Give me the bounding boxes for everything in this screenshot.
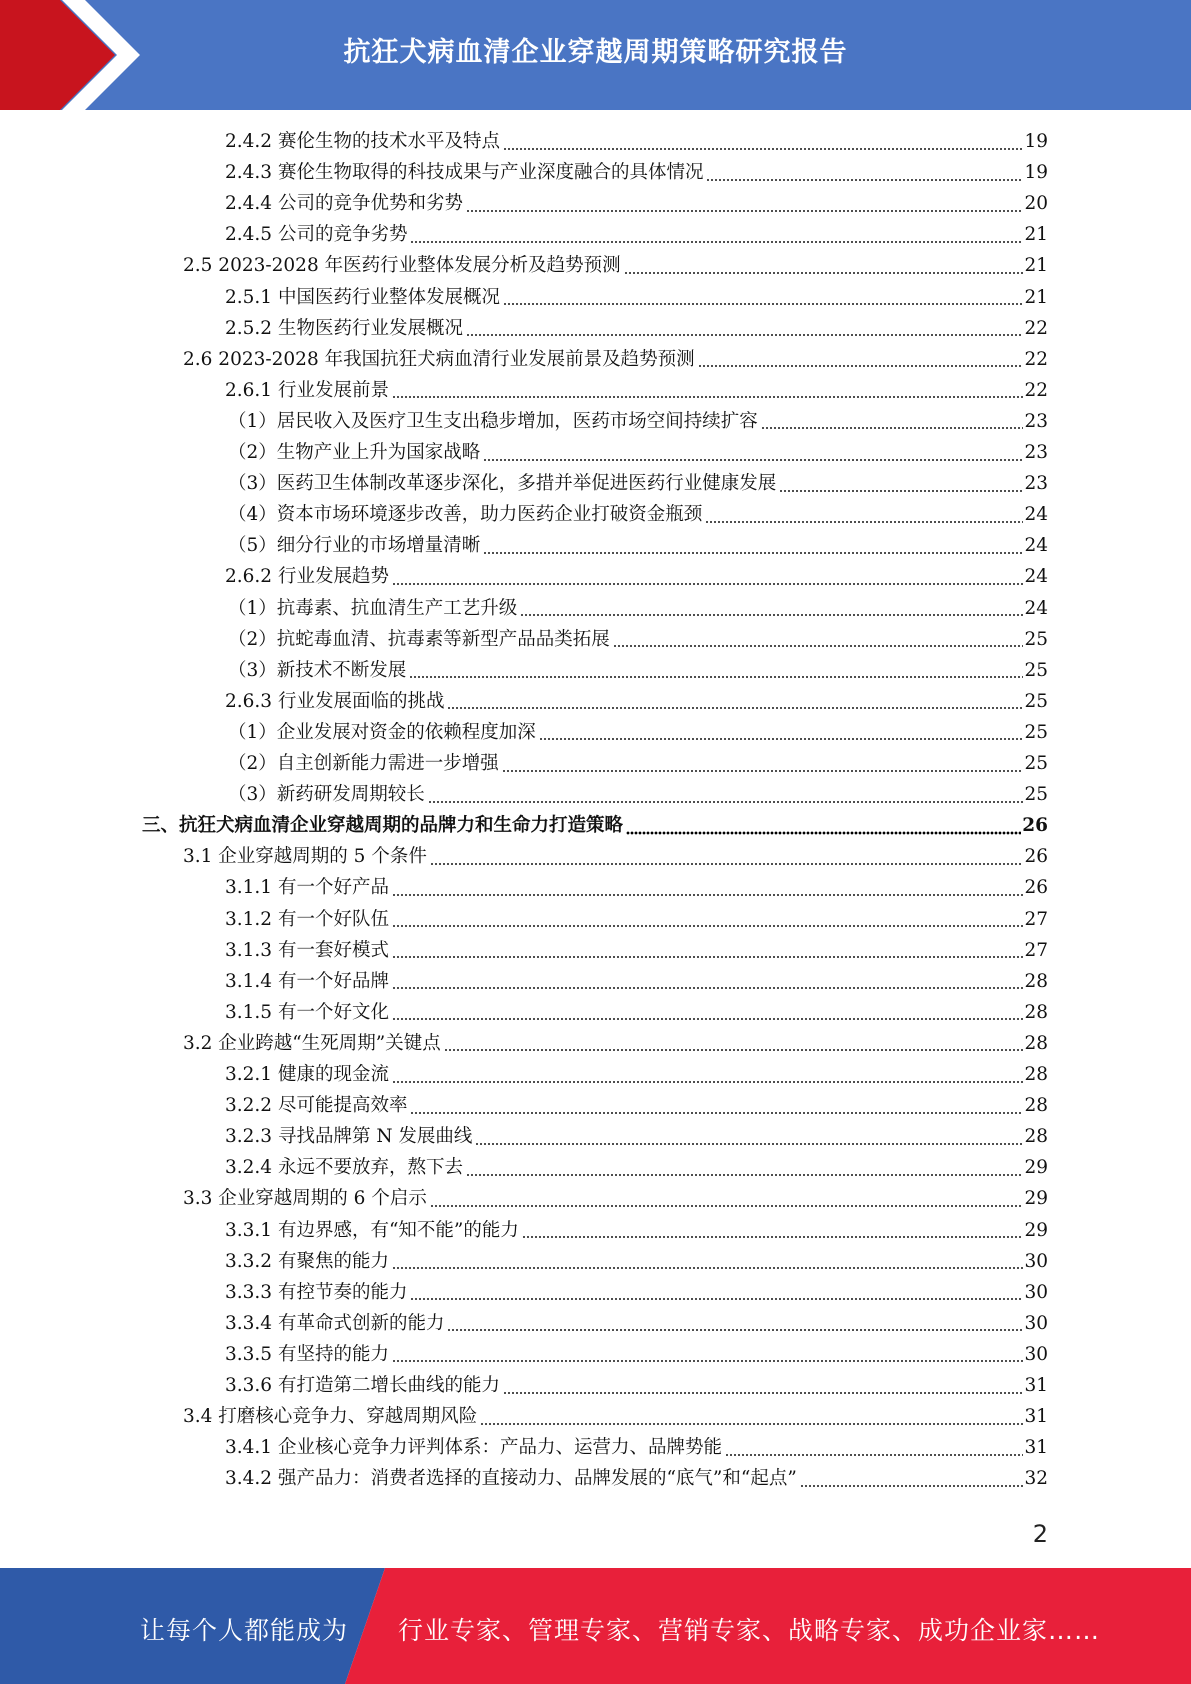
- toc-entry-title: （1）居民收入及医疗卫生支出稳步增加，医药市场空间持续扩容: [228, 410, 758, 432]
- toc-entry[interactable]: [228, 530, 1048, 561]
- toc-entry-title: 3.3.6 有打造第二增长曲线的能力: [225, 1375, 500, 1396]
- toc-leader-dots: [705, 519, 1023, 524]
- toc-entry-title: （2）自主创新能力需进一步增强: [228, 753, 499, 774]
- toc-entry-page: 23: [1024, 410, 1048, 432]
- toc-entry-title: 3.3 企业穿越周期的 6 个启示: [183, 1188, 427, 1210]
- toc-entry-title: 3.3.4 有革命式创新的能力: [225, 1312, 445, 1334]
- toc-entry[interactable]: [228, 406, 1048, 437]
- toc-entry-title: 3.1 企业穿越周期的 5 个条件: [183, 846, 427, 868]
- toc-entry-page: 26: [1024, 877, 1048, 899]
- toc-leader-dots: [444, 1048, 1024, 1053]
- toc-leader-dots: [392, 1266, 1023, 1271]
- toc-entry[interactable]: [228, 655, 1048, 686]
- toc-entry-page: 28: [1024, 1126, 1048, 1148]
- toc-entry[interactable]: [228, 499, 1048, 530]
- header-title: 抗狂犬病血清企业穿越周期策略研究报告: [343, 37, 848, 68]
- toc-entry[interactable]: [225, 1246, 1048, 1277]
- toc-entry[interactable]: [228, 437, 1048, 468]
- toc-entry[interactable]: [183, 1183, 1048, 1214]
- toc-entry-title: 2.6.1 行业发展前景: [225, 379, 389, 401]
- toc-entry[interactable]: [228, 717, 1048, 748]
- toc-entry-title: 2.4.4 公司的竞争优势和劣势: [225, 193, 463, 215]
- toc-leader-dots: [430, 861, 1024, 866]
- toc-entry[interactable]: [225, 157, 1048, 188]
- toc-entry[interactable]: [225, 126, 1048, 157]
- toc-entry-title: 2.6.2 行业发展趋势: [225, 566, 389, 588]
- toc-entry-page: 21: [1024, 224, 1048, 246]
- footer-slogan-right: 行业专家、管理专家、营销专家、战略专家、成功企业家……: [398, 1616, 1101, 1645]
- toc-entry-page: 25: [1024, 659, 1048, 681]
- toc-entry[interactable]: [228, 593, 1048, 624]
- toc-leader-dots: [761, 426, 1024, 431]
- toc-entry[interactable]: [225, 1277, 1048, 1308]
- toc-entry-page: 21: [1024, 255, 1048, 277]
- toc-entry-title: 3.1.3 有一套好模式: [225, 939, 389, 961]
- toc-leader-dots: [447, 1328, 1023, 1333]
- toc-entry-title: 2.5.1 中国医药行业整体发展概况: [225, 286, 500, 308]
- toc-entry-page: 30: [1024, 1343, 1048, 1365]
- toc-leader-dots: [503, 1390, 1023, 1395]
- toc-entry-title: 2.4.5 公司的竞争劣势: [225, 224, 408, 246]
- toc-entry-title: 3.4.2 强产品力：消费者选择的直接动力、品牌发展的“底气”和“起点”: [225, 1468, 797, 1490]
- toc-entry-page: 26: [1024, 846, 1048, 868]
- toc-leader-dots: [539, 737, 1024, 742]
- toc-entry-page: 22: [1024, 317, 1048, 339]
- toc-leader-dots: [392, 395, 1023, 400]
- toc-entry-page: 20: [1024, 193, 1048, 215]
- toc-entry-page: 30: [1024, 1250, 1048, 1272]
- toc-entry-title: 2.5.2 生物医药行业发展概况: [225, 317, 463, 339]
- toc-entry[interactable]: [183, 344, 1048, 375]
- toc-entry-page: 26: [1022, 815, 1048, 837]
- toc-entry-page: 24: [1024, 597, 1048, 619]
- toc-entry[interactable]: [225, 1215, 1048, 1246]
- toc-entry[interactable]: [225, 1339, 1048, 1370]
- toc-entry-page: 24: [1024, 535, 1048, 557]
- toc-entry-title: 2.4.3 赛伦生物取得的科技成果与产业深度融合的具体情况: [225, 162, 704, 184]
- toc-entry[interactable]: [225, 1090, 1048, 1121]
- toc-entry-page: 19: [1024, 162, 1048, 184]
- toc-entry-title: 3.2.1 健康的现金流: [225, 1064, 389, 1085]
- toc-entry-title: 2.6.3 行业发展面临的挑战: [225, 690, 445, 712]
- page-number: 2: [1032, 1520, 1048, 1548]
- toc-leader-dots: [613, 644, 1024, 649]
- toc-entry-page: 22: [1024, 348, 1048, 370]
- toc-entry[interactable]: [225, 1308, 1048, 1339]
- toc-entry-title: （3）新技术不断发展: [228, 659, 407, 681]
- toc-entry-page: 32: [1024, 1468, 1048, 1490]
- toc-entry-title: （3）医药卫生体制改革逐步深化，多措并举促进医药行业健康发展: [228, 473, 777, 495]
- toc-leader-dots: [392, 581, 1023, 586]
- toc-entry[interactable]: [225, 686, 1048, 717]
- toc-entry-page: 21: [1024, 286, 1048, 308]
- toc-entry[interactable]: [225, 904, 1048, 935]
- toc-entry-page: 28: [1024, 970, 1048, 992]
- toc-entry[interactable]: [183, 250, 1048, 281]
- toc-entry-page: 31: [1024, 1375, 1048, 1396]
- toc-entry-title: 3.4.1 企业核心竞争力评判体系：产品力、运营力、品牌势能: [225, 1437, 722, 1459]
- toc-entry-page: 25: [1024, 628, 1048, 650]
- toc-leader-dots: [447, 706, 1023, 711]
- toc-entry-page: 27: [1024, 908, 1048, 930]
- toc-entry-title: 3.1.1 有一个好产品: [225, 877, 389, 899]
- toc-entry-page: 28: [1024, 1001, 1048, 1023]
- toc-entry[interactable]: [225, 375, 1048, 406]
- toc-entry-title: （1）企业发展对资金的依赖程度加深: [228, 721, 536, 743]
- toc-entry-page: 25: [1024, 690, 1048, 712]
- toc-entry[interactable]: [183, 841, 1048, 872]
- toc-leader-dots: [430, 1203, 1024, 1208]
- toc-leader-dots: [392, 924, 1023, 929]
- toc-entry-title: 2.4.2 赛伦生物的技术水平及特点: [225, 131, 500, 152]
- toc-entry-page: 23: [1024, 442, 1048, 463]
- toc-entry-page: 31: [1024, 1437, 1048, 1459]
- toc-leader-dots: [392, 986, 1023, 991]
- toc-leader-dots: [706, 177, 1023, 182]
- toc-leader-dots: [779, 488, 1023, 493]
- toc-entry[interactable]: [228, 748, 1048, 779]
- toc-entry-title: 三、抗狂犬病血清企业穿越周期的品牌力和生命力打造策略: [142, 815, 624, 837]
- toc-entry[interactable]: [142, 810, 1048, 841]
- toc-leader-dots: [475, 1141, 1023, 1146]
- toc-entry-title: （3）新药研发周期较长: [228, 784, 425, 806]
- toc-entry-page: 25: [1024, 721, 1048, 743]
- toc-entry-page: 27: [1024, 939, 1048, 961]
- toc-leader-dots: [520, 613, 1023, 618]
- toc-entry-page: 30: [1024, 1281, 1048, 1303]
- toc-leader-dots: [410, 1110, 1023, 1115]
- toc-leader-dots: [624, 270, 1024, 275]
- toc-entry-title: 2.5 2023-2028 年医药行业整体发展分析及趋势预测: [183, 255, 621, 277]
- toc-entry[interactable]: [225, 966, 1048, 997]
- toc-entry-title: 3.2.2 尽可能提高效率: [225, 1095, 408, 1117]
- toc-entry[interactable]: [225, 997, 1048, 1028]
- toc-leader-dots: [483, 457, 1023, 462]
- toc-leader-dots: [410, 239, 1023, 244]
- toc-entry-page: 25: [1024, 784, 1048, 806]
- toc-entry[interactable]: [225, 1463, 1048, 1494]
- toc-leader-dots: [392, 955, 1023, 960]
- toc-leader-dots: [502, 768, 1024, 773]
- toc-entry-title: 3.1.4 有一个好品牌: [225, 970, 389, 992]
- toc-entry-page: 31: [1024, 1406, 1048, 1428]
- toc-leader-dots: [410, 1297, 1023, 1302]
- toc-entry-title: （2）抗蛇毒血清、抗毒素等新型产品品类拓展: [228, 628, 610, 650]
- toc-entry-title: 3.4 打磨核心竞争力、穿越周期风险: [183, 1406, 478, 1428]
- toc-entry[interactable]: [228, 468, 1048, 499]
- toc-entry[interactable]: [225, 872, 1048, 903]
- toc-entry[interactable]: [225, 313, 1048, 344]
- toc-entry-title: 3.3.5 有坚持的能力: [225, 1343, 389, 1365]
- toc-entry-title: 3.1.2 有一个好队伍: [225, 908, 389, 930]
- toc-leader-dots: [466, 333, 1023, 338]
- toc-entry-title: 3.2.3 寻找品牌第 N 发展曲线: [225, 1126, 473, 1148]
- toc-leader-dots: [392, 892, 1023, 897]
- toc-leader-dots: [428, 799, 1024, 804]
- toc-entry[interactable]: [183, 1401, 1048, 1432]
- toc-entry[interactable]: [225, 219, 1048, 250]
- toc-leader-dots: [409, 675, 1023, 680]
- toc-leader-dots: [466, 1172, 1023, 1177]
- toc-leader-dots: [392, 1359, 1023, 1364]
- toc-entry-page: 23: [1024, 473, 1048, 495]
- toc-entry[interactable]: [225, 188, 1048, 219]
- toc-entry[interactable]: [225, 561, 1048, 592]
- toc-leader-dots: [503, 302, 1023, 307]
- toc-entry-page: 30: [1024, 1312, 1048, 1334]
- toc-entry-page: 28: [1024, 1032, 1048, 1054]
- toc-leader-dots: [466, 208, 1023, 213]
- toc-leader-dots: [522, 1235, 1024, 1240]
- toc-entry-title: 2.6 2023-2028 年我国抗狂犬病血清行业发展前景及趋势预测: [183, 348, 695, 370]
- toc-entry[interactable]: [225, 1121, 1048, 1152]
- toc-entry[interactable]: [228, 624, 1048, 655]
- page-header: [0, 0, 1191, 110]
- toc-leader-dots: [503, 146, 1023, 151]
- toc-entry[interactable]: [225, 1432, 1048, 1463]
- toc-entry-title: 3.2.4 永远不要放弃，熬下去: [225, 1157, 463, 1179]
- toc-entry-page: 22: [1024, 379, 1048, 401]
- toc-entry-title: （1）抗毒素、抗血清生产工艺升级: [228, 597, 518, 619]
- toc-entry-title: 3.2 企业跨越“生死周期”关键点: [183, 1032, 441, 1054]
- toc-entry[interactable]: [183, 1028, 1048, 1059]
- toc-entry-page: 24: [1024, 504, 1048, 526]
- toc-entry-title: 3.3.2 有聚焦的能力: [225, 1250, 389, 1272]
- toc-entry[interactable]: [225, 1059, 1048, 1090]
- page-footer: [0, 1568, 1191, 1684]
- toc-leader-dots: [698, 364, 1024, 369]
- toc-leader-dots: [800, 1483, 1024, 1488]
- footer-slogan-left: 让每个人都能成为: [140, 1616, 349, 1645]
- toc-entry-title: （4）资本市场环境逐步改善，助力医药企业打破资金瓶颈: [228, 504, 703, 526]
- toc-entry-page: 28: [1024, 1064, 1048, 1085]
- toc-entry-page: 29: [1024, 1157, 1048, 1179]
- toc-entry[interactable]: [225, 935, 1048, 966]
- toc-leader-dots: [725, 1452, 1023, 1457]
- toc-leader-dots: [392, 1017, 1023, 1022]
- toc-entry-page: 29: [1024, 1219, 1048, 1241]
- toc-entry-page: 29: [1024, 1188, 1048, 1210]
- toc-entry[interactable]: [225, 1370, 1048, 1401]
- toc-entry[interactable]: [228, 779, 1048, 810]
- toc-leader-dots: [480, 1421, 1023, 1426]
- toc-entry-page: 28: [1024, 1095, 1048, 1117]
- toc-leader-dots: [392, 1079, 1023, 1084]
- toc-entry[interactable]: [225, 282, 1048, 313]
- toc-entry-title: 3.3.3 有控节奏的能力: [225, 1281, 408, 1303]
- toc-leader-dots: [483, 550, 1023, 555]
- toc-entry-page: 25: [1024, 753, 1048, 774]
- toc-entry-title: 3.3.1 有边界感，有“知不能”的能力: [225, 1219, 519, 1241]
- toc-entry-page: 24: [1024, 566, 1048, 588]
- toc-leader-dots: [626, 830, 1021, 835]
- toc-entry-title: 3.1.5 有一个好文化: [225, 1001, 389, 1023]
- toc-entry-title: （5）细分行业的市场增量清晰: [228, 535, 481, 557]
- toc-entry-page: 19: [1024, 131, 1048, 152]
- toc-entry-title: （2）生物产业上升为国家战略: [228, 442, 481, 463]
- toc-entry[interactable]: [225, 1152, 1048, 1183]
